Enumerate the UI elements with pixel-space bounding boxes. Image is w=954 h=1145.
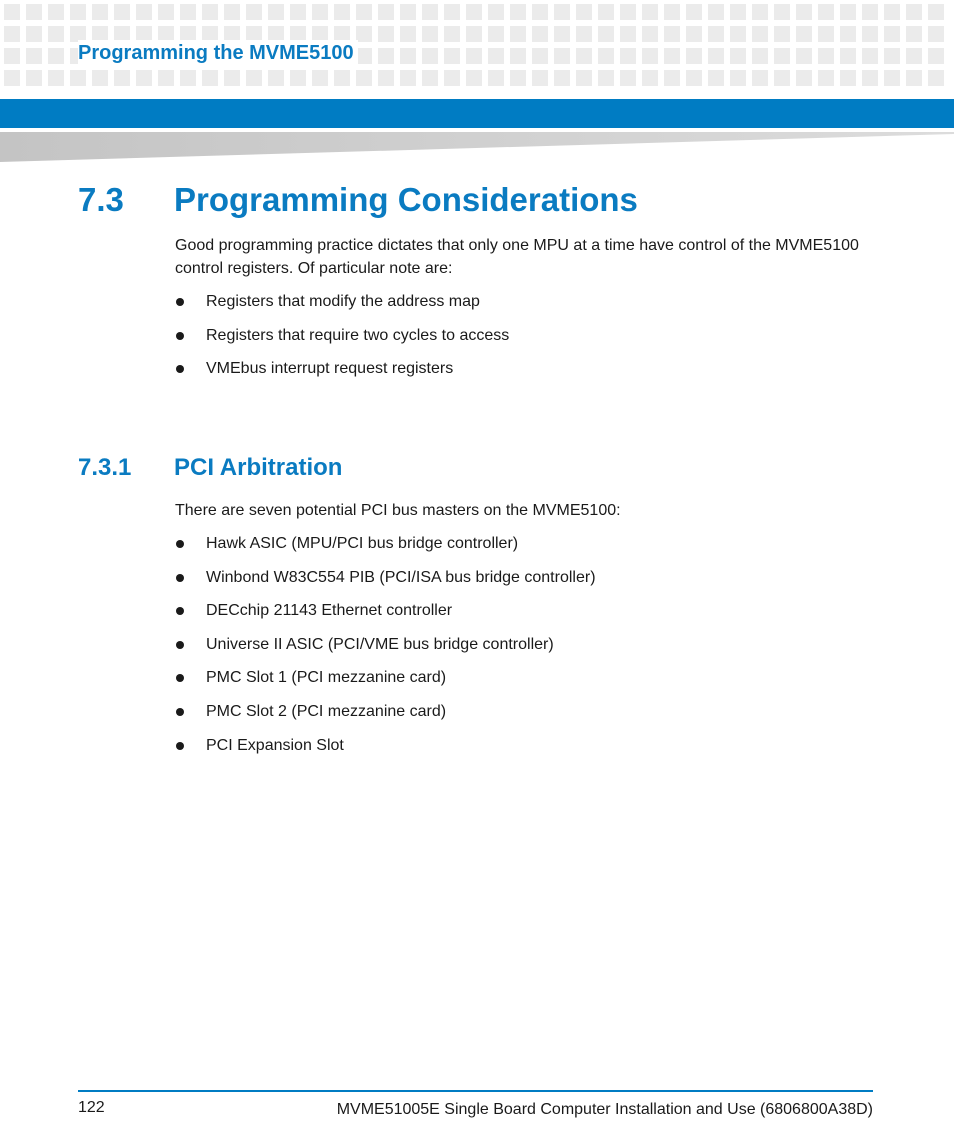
header-pattern-tile — [840, 48, 856, 64]
header-pattern-tile — [444, 26, 460, 42]
header-pattern-tile — [4, 26, 20, 42]
header-pattern-tile — [554, 70, 570, 86]
header-pattern-tile — [268, 70, 284, 86]
header-pattern-tile — [532, 48, 548, 64]
header-pattern-tile — [554, 26, 570, 42]
header-pattern-tile — [906, 70, 922, 86]
header-pattern-tile — [378, 70, 394, 86]
header-pattern-tile — [312, 4, 328, 20]
header-pattern-tile — [92, 70, 108, 86]
header-pattern-tile — [752, 4, 768, 20]
header-pattern-tile — [400, 48, 416, 64]
header-pattern-tile — [576, 70, 592, 86]
header-pattern-tile — [730, 4, 746, 20]
header-pattern-tile — [158, 4, 174, 20]
header-pattern-tile — [488, 26, 504, 42]
header-pattern-tile — [752, 26, 768, 42]
header-pattern-tile — [422, 4, 438, 20]
header-pattern-tile — [4, 48, 20, 64]
header-pattern-tile — [928, 48, 944, 64]
header-pattern-tile — [114, 70, 130, 86]
bullet-icon — [176, 540, 184, 548]
header-pattern-tile — [906, 4, 922, 20]
header-pattern-tile — [136, 4, 152, 20]
header-pattern-tile — [576, 4, 592, 20]
header-pattern-tile — [620, 48, 636, 64]
header-pattern-tile — [774, 26, 790, 42]
subsection-intro-paragraph: There are seven potential PCI bus masters on the MVME5100: — [175, 502, 621, 519]
subsection-number: 7.3.1 — [78, 454, 132, 481]
header-pattern-tile — [356, 26, 372, 42]
header-pattern-tile — [708, 70, 724, 86]
header-pattern-tile — [598, 26, 614, 42]
header-pattern-tile — [466, 70, 482, 86]
header-pattern-tile — [378, 48, 394, 64]
header-pattern-tile — [48, 48, 64, 64]
header-pattern-tile — [136, 70, 152, 86]
header-pattern-tile — [730, 70, 746, 86]
header-pattern-tile — [114, 4, 130, 20]
header-pattern-tile — [422, 48, 438, 64]
list-item: VMEbus interrupt request registers — [175, 357, 509, 391]
header-pattern-tile — [180, 70, 196, 86]
bullet-icon — [176, 742, 184, 750]
header-pattern-tile — [246, 70, 262, 86]
header-pattern-tile — [554, 4, 570, 20]
header-pattern-tile — [840, 26, 856, 42]
header-pattern-tile — [488, 48, 504, 64]
header-pattern-tile — [4, 70, 20, 86]
header-pattern-tile — [510, 70, 526, 86]
bullet-icon — [176, 574, 184, 582]
header-pattern-tile — [510, 48, 526, 64]
header-pattern-tile — [488, 4, 504, 20]
header-pattern-tile — [598, 4, 614, 20]
header-pattern-tile — [246, 4, 262, 20]
header-pattern-tile — [906, 48, 922, 64]
header-blue-band — [0, 99, 954, 128]
header-pattern-tile — [774, 4, 790, 20]
header-pattern-tile — [708, 48, 724, 64]
list-item: PMC Slot 1 (PCI mezzanine card) — [175, 666, 596, 700]
running-header-title: Programming the MVME5100 — [78, 40, 358, 66]
header-pattern-tile — [664, 70, 680, 86]
header-pattern-tile — [400, 4, 416, 20]
list-item: Registers that modify the address map — [175, 290, 509, 324]
bullet-icon — [176, 641, 184, 649]
header-pattern-tile — [796, 4, 812, 20]
header-pattern-tile — [840, 70, 856, 86]
section-bullet-list — [175, 290, 509, 391]
header-pattern-tile — [466, 48, 482, 64]
header-pattern-tile — [642, 70, 658, 86]
header-pattern-tile — [620, 26, 636, 42]
header-pattern-tile — [290, 4, 306, 20]
header-pattern-tile — [598, 48, 614, 64]
header-pattern-tile — [444, 48, 460, 64]
header-pattern-tile — [796, 70, 812, 86]
bullet-icon — [176, 607, 184, 615]
header-pattern-tile — [444, 70, 460, 86]
header-pattern-tile — [884, 4, 900, 20]
header-pattern-tile — [796, 48, 812, 64]
header-pattern-tile — [642, 48, 658, 64]
header-pattern-tile — [92, 4, 108, 20]
header-pattern-tile — [664, 48, 680, 64]
header-pattern-tile — [400, 70, 416, 86]
list-item: DECchip 21143 Ethernet controller — [175, 599, 596, 633]
header-pattern-tile — [510, 26, 526, 42]
header-pattern-tile — [620, 4, 636, 20]
header-pattern-tile — [598, 70, 614, 86]
subsection-bullet-list — [175, 532, 596, 767]
header-pattern-tile — [818, 26, 834, 42]
header-pattern-tile — [730, 26, 746, 42]
header-pattern-tile — [48, 70, 64, 86]
header-pattern-tile — [642, 26, 658, 42]
list-item: Hawk ASIC (MPU/PCI bus bridge controller) — [175, 532, 596, 566]
header-pattern-tile — [686, 48, 702, 64]
header-pattern-tile — [422, 70, 438, 86]
header-pattern-tile — [26, 4, 42, 20]
header-pattern-tile — [48, 26, 64, 42]
header-pattern-tile — [862, 4, 878, 20]
header-pattern-tile — [620, 70, 636, 86]
header-pattern-tile — [290, 70, 306, 86]
header-pattern-tile — [884, 26, 900, 42]
header-pattern-tile — [224, 70, 240, 86]
bullet-icon — [176, 674, 184, 682]
header-pattern-tile — [818, 4, 834, 20]
header-pattern-tile — [664, 26, 680, 42]
list-item: PCI Expansion Slot — [175, 734, 596, 768]
page-number: 122 — [78, 1099, 105, 1116]
header-pattern-tile — [334, 4, 350, 20]
header-pattern-tile — [862, 48, 878, 64]
header-pattern-tile — [906, 26, 922, 42]
header-pattern-tile — [774, 70, 790, 86]
bullet-icon — [176, 708, 184, 716]
header-pattern-tile — [642, 4, 658, 20]
header-pattern-tile — [378, 26, 394, 42]
header-pattern-tile — [708, 26, 724, 42]
header-pattern-tile — [26, 26, 42, 42]
footer-rule — [78, 1090, 873, 1092]
header-grey-wedge — [0, 132, 954, 164]
header-pattern-tile — [202, 70, 218, 86]
header-pattern-tile — [268, 4, 284, 20]
header-pattern-tile — [532, 26, 548, 42]
header-pattern-tile — [818, 48, 834, 64]
header-pattern-tile — [202, 4, 218, 20]
header-pattern-tile — [862, 26, 878, 42]
header-pattern-tile — [466, 26, 482, 42]
header-pattern-tile — [422, 26, 438, 42]
header-pattern-tile — [378, 4, 394, 20]
header-pattern-tile — [554, 48, 570, 64]
section-heading — [78, 178, 638, 222]
section-intro-paragraph: Good programming practice dictates that only one MPU at a time have control of the MVME5100 control registers. Of particular note are: — [175, 237, 859, 277]
bullet-icon — [176, 365, 184, 373]
header-pattern-tile — [928, 4, 944, 20]
header-pattern-tile — [752, 48, 768, 64]
header-pattern-tile — [686, 26, 702, 42]
header-pattern-tile — [862, 70, 878, 86]
subsection-heading — [78, 451, 342, 485]
header-pattern-tile — [312, 70, 328, 86]
header-pattern-tile — [356, 70, 372, 86]
list-item: Universe II ASIC (PCI/VME bus bridge controller) — [175, 633, 596, 667]
header-pattern-tile — [774, 48, 790, 64]
header-pattern-tile — [356, 4, 372, 20]
header-pattern-tile — [532, 70, 548, 86]
header-pattern-tile — [686, 70, 702, 86]
list-item: PMC Slot 2 (PCI mezzanine card) — [175, 700, 596, 734]
bullet-icon — [176, 298, 184, 306]
header-pattern-tile — [26, 70, 42, 86]
header-pattern-tile — [356, 48, 372, 64]
header-pattern-tile — [664, 4, 680, 20]
header-pattern-tile — [840, 4, 856, 20]
section-number: 7.3 — [78, 181, 124, 218]
header-pattern-tile — [752, 70, 768, 86]
bullet-icon — [176, 332, 184, 340]
header-pattern-tile — [70, 70, 86, 86]
header-pattern-tile — [532, 4, 548, 20]
list-item: Registers that require two cycles to access — [175, 324, 509, 358]
header-pattern-tile — [686, 4, 702, 20]
header-pattern-tile — [884, 70, 900, 86]
header-pattern-tile — [884, 48, 900, 64]
header-pattern-tile — [488, 70, 504, 86]
header-pattern-tile — [818, 70, 834, 86]
header-pattern-tile — [334, 70, 350, 86]
header-pattern-tile — [180, 4, 196, 20]
header-pattern-tile — [224, 4, 240, 20]
list-item: Winbond W83C554 PIB (PCI/ISA bus bridge controller) — [175, 566, 596, 600]
header-pattern-tile — [708, 4, 724, 20]
section-title: Programming Considerations — [174, 181, 638, 218]
header-pattern-tile — [510, 4, 526, 20]
header-pattern-tile — [26, 48, 42, 64]
header-pattern-tile — [928, 70, 944, 86]
header-pattern-tile — [400, 26, 416, 42]
subsection-title: PCI Arbitration — [174, 454, 343, 481]
header-pattern-tile — [576, 26, 592, 42]
header-pattern-tile — [928, 26, 944, 42]
header-pattern-tile — [444, 4, 460, 20]
header-pattern-tile — [730, 48, 746, 64]
header-pattern-tile — [158, 70, 174, 86]
header-pattern-tile — [466, 4, 482, 20]
header-pattern-tile — [576, 48, 592, 64]
header-pattern-tile — [48, 4, 64, 20]
header-pattern-tile — [70, 4, 86, 20]
footer-document-title: MVME51005E Single Board Computer Installation and Use (6806800A38D) — [336, 1101, 873, 1118]
header-pattern-tile — [4, 4, 20, 20]
header-pattern-tile — [796, 26, 812, 42]
